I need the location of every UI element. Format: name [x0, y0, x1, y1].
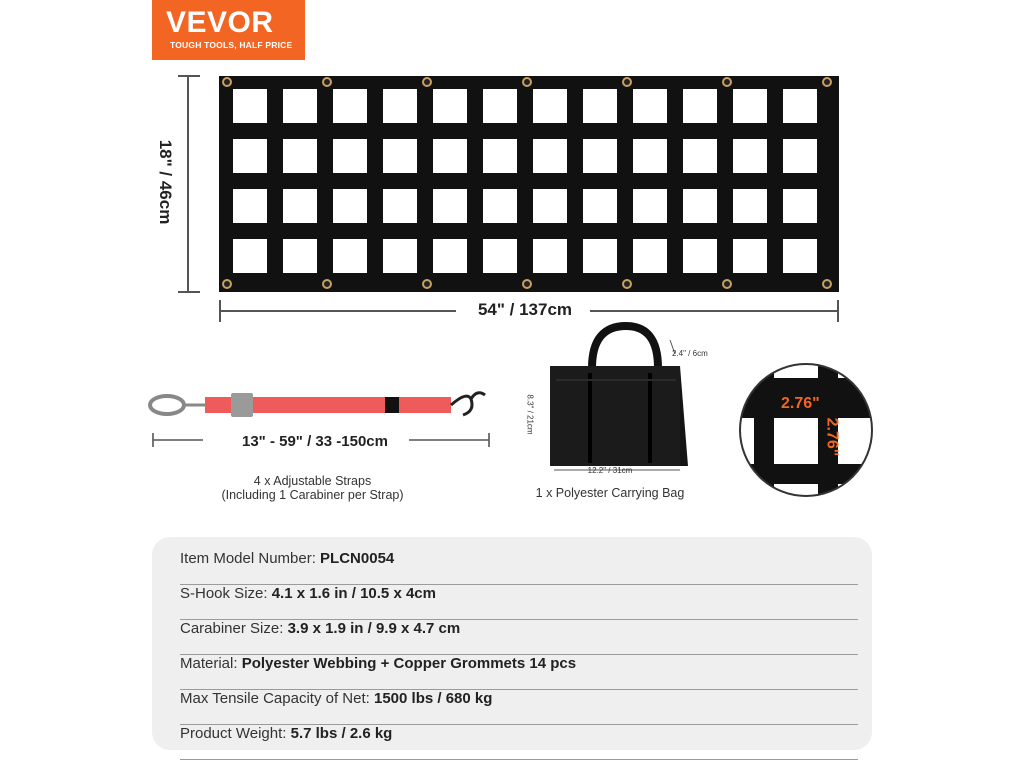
net-cell	[683, 239, 717, 273]
net-cell	[233, 139, 267, 173]
grommet-icon	[523, 78, 531, 86]
net-cell	[233, 189, 267, 223]
net-cell	[233, 89, 267, 123]
spec-row-material: Material: Polyester Webbing + Copper Grommets 14 pcs	[180, 654, 858, 690]
net-cell	[333, 239, 367, 273]
net-cell	[733, 189, 767, 223]
net-cell	[533, 239, 567, 273]
net-cell	[433, 139, 467, 173]
spec-row-carabiner: Carabiner Size: 3.9 x 1.9 in / 9.9 x 4.7 cm	[180, 619, 858, 655]
net-cell	[333, 89, 367, 123]
grommet-icon	[823, 280, 831, 288]
net-cell	[683, 139, 717, 173]
grommet-icon	[323, 280, 331, 288]
net-cell	[533, 139, 567, 173]
grommet-icon	[423, 280, 431, 288]
net-cell	[383, 239, 417, 273]
grommet-icon	[823, 78, 831, 86]
grommet-icon	[223, 280, 231, 288]
bag-height-label: 8.3" / 21cm	[525, 394, 535, 435]
net-cell	[683, 189, 717, 223]
net-cell	[283, 239, 317, 273]
net-cell	[383, 139, 417, 173]
net-width-label: 54" / 137cm	[477, 300, 573, 319]
net-cell	[483, 89, 517, 123]
spec-row-weight: Product Weight: 5.7 lbs / 2.6 kg	[180, 724, 858, 760]
specs-panel	[152, 537, 872, 750]
bag-caption: 1 x Polyester Carrying Bag	[535, 486, 685, 500]
net-cell	[283, 89, 317, 123]
net-cell	[283, 139, 317, 173]
brand-logo	[152, 0, 305, 60]
bag-width-label: 12.2" / 31cm	[587, 466, 633, 475]
strap-caption-line1: 4 x Adjustable Straps	[253, 474, 372, 488]
grommet-icon	[323, 78, 331, 86]
net-cell	[483, 139, 517, 173]
strap-length-label: 13" - 59" / 33 -150cm	[242, 433, 388, 450]
spec-row-model: Item Model Number: PLCN0054	[180, 549, 858, 585]
net-cell	[483, 239, 517, 273]
cell-size-detail	[738, 362, 874, 498]
net-cell	[433, 239, 467, 273]
grommet-icon	[623, 78, 631, 86]
net-cell	[733, 89, 767, 123]
strap-caption	[190, 474, 435, 502]
net-cell	[733, 239, 767, 273]
net-cell	[483, 189, 517, 223]
net-cell	[633, 89, 667, 123]
grommet-icon	[723, 280, 731, 288]
bag-depth-label: 2.4" / 6cm	[672, 349, 708, 358]
net-cell	[783, 139, 817, 173]
net-cell	[783, 189, 817, 223]
brand-name: VEVOR	[166, 6, 274, 39]
net-cell	[383, 189, 417, 223]
net-cell	[783, 89, 817, 123]
net-cell	[633, 189, 667, 223]
cargo-net-diagram	[170, 70, 860, 330]
grommet-icon	[523, 280, 531, 288]
net-cell	[333, 189, 367, 223]
net-cell	[633, 239, 667, 273]
spec-row-tensile: Max Tensile Capacity of Net: 1500 lbs / 680 kg	[180, 689, 858, 725]
net-cell	[383, 89, 417, 123]
net-cell	[283, 189, 317, 223]
net-cell	[583, 189, 617, 223]
grommet-icon	[623, 280, 631, 288]
carrying-bag	[540, 318, 700, 478]
grommet-icon	[723, 78, 731, 86]
net-cell	[633, 139, 667, 173]
net-cell	[583, 89, 617, 123]
net-cell	[233, 239, 267, 273]
grommet-icon	[423, 78, 431, 86]
net-cell	[783, 239, 817, 273]
net-cell	[333, 139, 367, 173]
spec-row-s-hook: S-Hook Size: 4.1 x 1.6 in / 10.5 x 4cm	[180, 584, 858, 620]
cell-width-label: 2.76"	[781, 395, 820, 412]
net-cell	[583, 239, 617, 273]
net-cell	[583, 139, 617, 173]
net-cell	[733, 139, 767, 173]
net-cell	[433, 89, 467, 123]
strap-caption-line2: (Including 1 Carabiner per Strap)	[221, 488, 404, 502]
grommet-icon	[223, 78, 231, 86]
net-cell	[433, 189, 467, 223]
cell-height-label: 2.76"	[823, 417, 841, 457]
net-height-label: 18" / 46cm	[156, 139, 175, 225]
net-cell	[683, 89, 717, 123]
net-cell	[533, 189, 567, 223]
brand-tagline: TOUGH TOOLS, HALF PRICE	[170, 40, 293, 50]
net-cell	[533, 89, 567, 123]
